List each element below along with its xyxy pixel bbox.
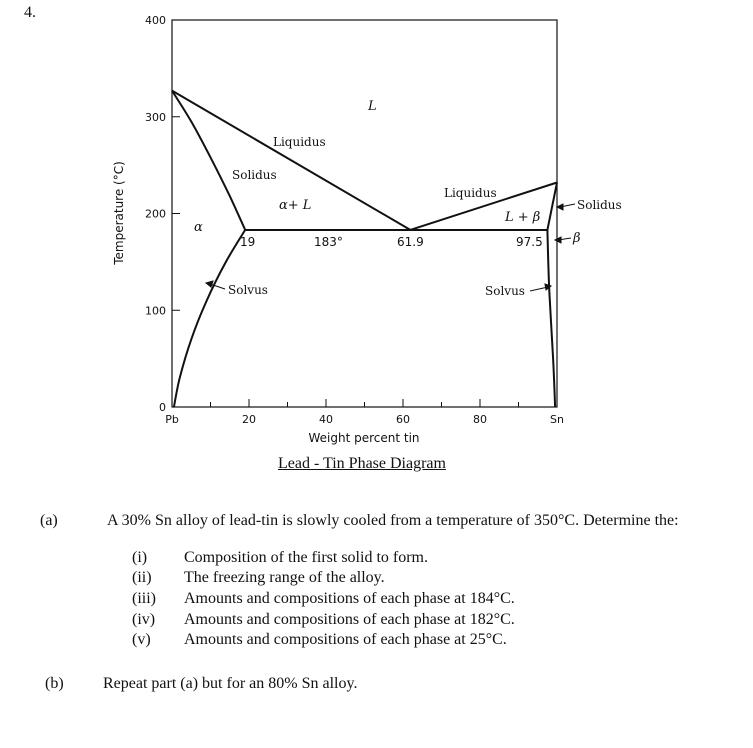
y-tick-label: 0 <box>159 401 166 414</box>
x-tick-label: Sn <box>550 413 564 426</box>
solvus-left-label: Solvus <box>228 283 268 297</box>
x-tick-label: Pb <box>165 413 179 426</box>
part-a-item-v-text: Amounts and compositions of each phase at 25°C. <box>184 631 507 648</box>
solidus-left-label: Solidus <box>232 168 277 182</box>
x-axis-title: Weight percent tin <box>308 431 420 445</box>
solvus-right-label: Solvus <box>485 284 525 298</box>
y-tick-label: 200 <box>145 207 166 221</box>
part-a-label: (a) <box>40 512 58 529</box>
solidus-right-arrowhead <box>557 204 563 210</box>
part-a-item-v-number: (v) <box>132 631 151 648</box>
part-a-item-ii-number: (ii) <box>132 569 152 586</box>
beta-solubility-label: 97.5 <box>516 235 543 249</box>
part-a-item-i-number: (i) <box>132 549 148 566</box>
x-tick-label: 80 <box>473 413 487 426</box>
solidus-right-label: Solidus <box>577 198 622 212</box>
eutectic-composition-label: 61.9 <box>397 235 424 249</box>
region-alpha-plus-liquid-label: α+ L <box>279 198 312 213</box>
solvus-right-curve <box>547 230 555 407</box>
part-b-text: Repeat part (a) but for an 80% Sn alloy. <box>103 675 358 692</box>
solvus-left-arrowhead <box>206 281 213 287</box>
part-a-item-iv-text: Amounts and compositions of each phase at 182°C. <box>184 611 515 628</box>
plot-frame <box>172 20 557 407</box>
part-a-item-iii-text: Amounts and compositions of each phase at 184°C. <box>184 590 515 607</box>
liquidus-right-label: Liquidus <box>444 186 497 200</box>
diagram-caption: Lead - Tin Phase Diagram <box>278 455 446 472</box>
x-axis-ticks <box>165 399 564 426</box>
question-number: 4. <box>24 4 36 21</box>
part-a-text: A 30% Sn alloy of lead-tin is slowly cooled from a temperature of 350°C. Determine the: <box>107 512 679 529</box>
region-liquid-label: L <box>368 99 377 114</box>
liquidus-left-label: Liquidus <box>273 135 326 149</box>
x-tick-label: 40 <box>319 413 333 426</box>
part-a-item-ii-text: The freezing range of the alloy. <box>184 569 385 586</box>
region-liquid-plus-beta-label: L + β <box>505 210 541 225</box>
solidus-right-curve <box>547 183 557 230</box>
eutectic-temperature-label: 183° <box>314 235 343 249</box>
y-axis-title: Temperature (°C) <box>112 161 126 265</box>
x-tick-label: 60 <box>396 413 410 426</box>
region-alpha-label: α <box>194 220 203 235</box>
y-tick-label: 300 <box>145 110 166 124</box>
x-tick-label: 20 <box>242 413 256 426</box>
part-a-item-i-text: Composition of the first solid to form. <box>184 549 428 566</box>
part-a-item-iii-number: (iii) <box>132 590 156 607</box>
y-tick-label: 400 <box>145 14 166 27</box>
alpha-solubility-label: 19 <box>240 235 256 249</box>
y-tick-label: 100 <box>145 304 166 318</box>
region-beta-label: β <box>573 231 581 246</box>
part-a-item-iv-number: (iv) <box>132 611 156 628</box>
beta-arrowhead <box>555 237 561 243</box>
solvus-left-curve <box>174 230 245 407</box>
y-axis-ticks <box>145 14 180 414</box>
part-b-label: (b) <box>45 675 64 692</box>
